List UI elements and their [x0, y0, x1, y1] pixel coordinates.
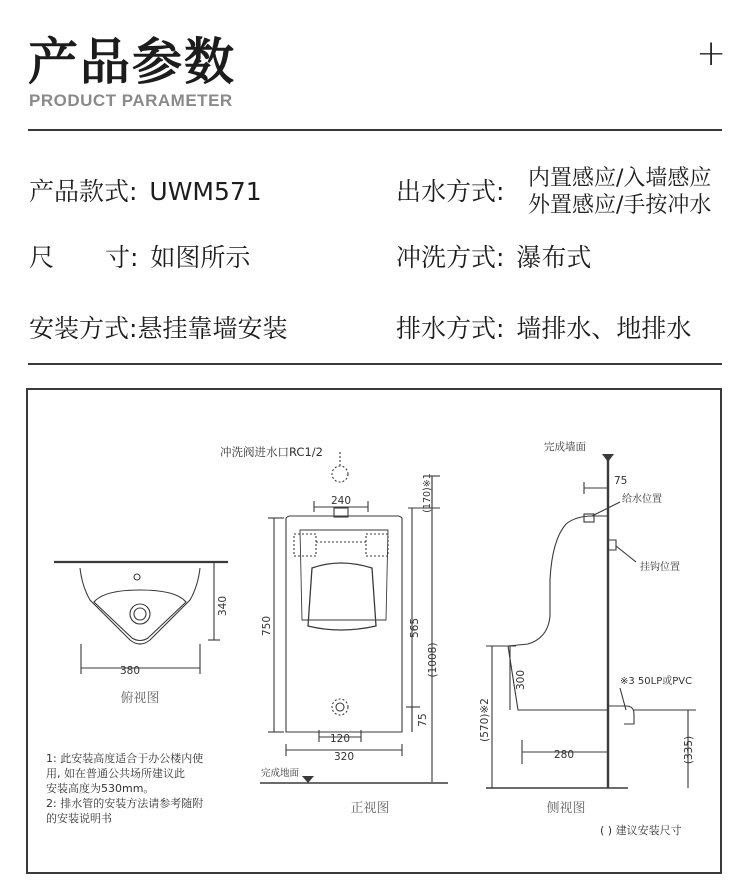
header-divider	[28, 129, 722, 131]
note-line-4: 2: 排水管的安装方法请参考随附	[46, 797, 204, 810]
spec-size-value: 如图所示	[150, 243, 251, 272]
top-dim-width: 380	[119, 665, 141, 677]
legend-suggested: ( ) 建议安装尺寸	[600, 824, 682, 837]
side-wall-label: 完成墙面	[544, 441, 586, 453]
front-dim-drain: 75	[417, 713, 429, 727]
note-line-3: 安装高度为530mm。	[46, 782, 155, 795]
specs-divider	[28, 363, 722, 365]
front-dim-inlet: 565	[409, 617, 421, 639]
side-pipe-label: ※3 50LP或PVC	[620, 676, 693, 687]
front-dim-height: 750	[261, 615, 273, 637]
note-line-1: 1: 此安装高度适合于办公楼内使	[46, 752, 204, 765]
front-dim-top-offset: (170)※1	[422, 473, 433, 513]
spec-drain-value: 墙排水、地排水	[516, 314, 692, 343]
side-hook-label: 挂钩位置	[640, 562, 680, 573]
front-view-caption: 正视图	[350, 801, 390, 816]
spec-flush-value: 瀑布式	[516, 243, 592, 272]
spec-outlet-values	[528, 165, 711, 219]
spec-outlet-value-1: 内置感应/入墙感应	[528, 166, 712, 191]
side-view	[486, 454, 696, 788]
front-view	[260, 452, 448, 783]
side-dim-drain: (335)	[683, 735, 695, 765]
spec-model-label: 产品款式:	[29, 177, 138, 206]
note-line-5: 的安装说明书	[46, 812, 112, 825]
page-subtitle: PRODUCT PARAMETER	[29, 91, 233, 110]
plus-icon[interactable]: +	[696, 33, 727, 74]
spec-outlet	[396, 172, 504, 208]
spec-drain	[396, 309, 691, 345]
spec-model	[29, 172, 262, 208]
front-floor-label: 完成地面	[261, 768, 300, 779]
front-dim-top-width: 240	[330, 495, 352, 507]
note-line-2: 用, 如在普通公共场所建议此	[46, 767, 185, 780]
front-dim-bottom-width: 320	[333, 751, 355, 763]
drawing-svg	[28, 390, 720, 872]
spec-flush-label: 冲洗方式:	[396, 243, 505, 272]
side-supply-label: 给水位置	[622, 494, 662, 505]
spec-flush	[396, 238, 591, 274]
spec-size-label-b: 寸:	[105, 243, 139, 272]
side-dim-rim: (570)※2	[479, 698, 491, 742]
top-dim-depth: 340	[217, 595, 229, 617]
spec-outlet-value-2: 外置感应/手按冲水	[528, 193, 712, 218]
spec-outlet-label: 出水方式:	[396, 177, 505, 206]
spec-drain-label: 排水方式:	[396, 314, 505, 343]
spec-install-label: 安装方式:	[29, 314, 138, 343]
side-view-caption: 侧视图	[546, 801, 586, 816]
side-dim-300: 300	[515, 669, 527, 691]
spec-model-value: UWM571	[149, 177, 262, 206]
front-inlet-label: 冲洗阀进水口RC1/2	[220, 445, 323, 459]
spec-size-label-a: 尺	[29, 243, 55, 272]
technical-drawing	[26, 388, 722, 874]
top-view	[54, 562, 228, 674]
front-dim-bottom-inner: 120	[329, 733, 351, 745]
spec-install-value: 悬挂靠墙安装	[137, 314, 288, 343]
spec-size	[29, 238, 250, 274]
side-dim-depth: 280	[553, 749, 575, 761]
spec-install	[29, 309, 287, 345]
front-dim-total: (1008)	[427, 642, 439, 678]
top-view-caption: 俯视图	[120, 691, 160, 706]
side-dim-wall-offset: 75	[614, 475, 628, 487]
page-title: 产品参数	[28, 33, 236, 91]
